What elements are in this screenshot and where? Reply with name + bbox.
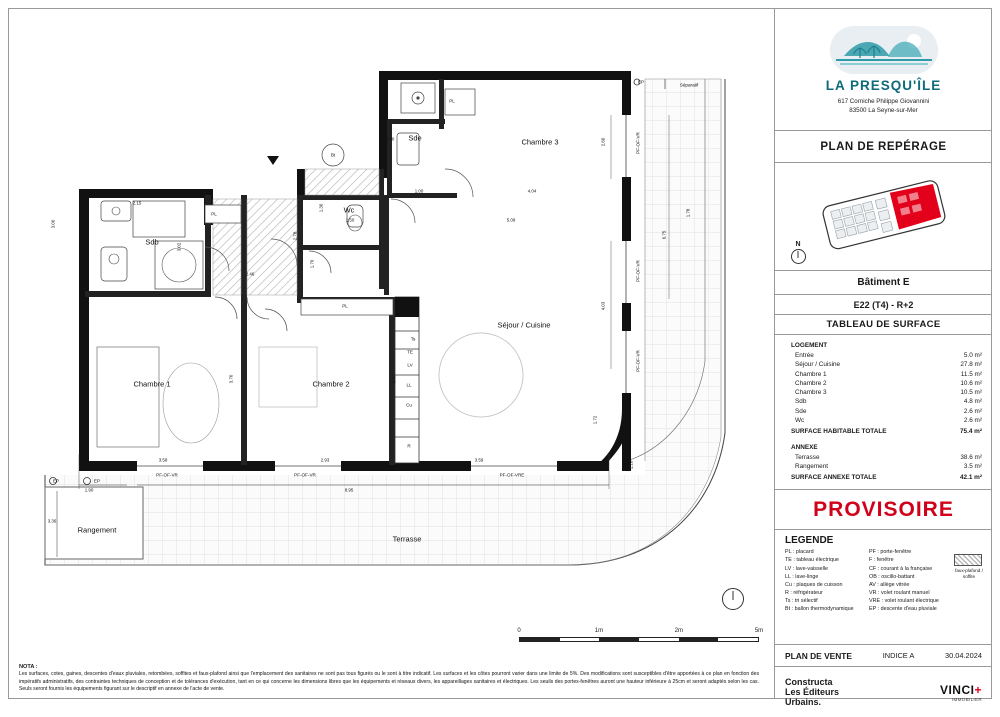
dimension-label: 1.00 [414, 188, 424, 194]
room-label: Sde [408, 133, 422, 143]
surface-row-logement [785, 360, 982, 369]
unit-label: E22 (T4) - R+2 [853, 299, 914, 310]
dimension-layer [9, 9, 775, 698]
plan-annotation: LL [406, 382, 412, 388]
scale-tick-label: 2m [674, 628, 683, 634]
nota-body: Les surfaces, cotes, gaines, descentes d'eaux pluviales, retombées, soffites et faux-plafond ainsi que l'emplacement des sanitaires ne sont pas tous figurés ou le sont à titre indicatif. Les surfaces et les côtes pourront varier dans une limite de 5%. Des modifications sont susceptibles d'être apportées à ce plan en fonction des impératifs administratifs, des contraintes techniques de conception et de tolérances d'exécution, tant en ce qui concerne les dimensions libres que les équipements et réseaux divers, les appareillages sanitaires et électriques. Les seuils des portes-fenêtres auront une hauteur inférieure à 25cm et seront adaptés selon les cas. Seuls seront fournis les équipements figurant sur le descriptif en annexe de l'acte de vente. [19, 671, 759, 693]
legend-item: VR : volet roulant manuel [869, 589, 930, 596]
surface-row-logement [785, 407, 982, 416]
presquile-logo-icon [830, 26, 938, 74]
surface-row-label: Chambre 1 [795, 370, 827, 378]
nota-title: NOTA : [19, 664, 38, 671]
provisional-stamp-block [775, 490, 992, 530]
dimension-label: 3.58 [158, 457, 168, 463]
dimension-label: 2.60 [600, 137, 606, 147]
floor-plan-area [9, 9, 775, 698]
legend-item: EP : descente d'eau pluviale [869, 606, 937, 613]
room-label: Rangement [77, 525, 117, 535]
surface-total-habitable-label: SURFACE HABITABLE TOTALE [791, 428, 887, 436]
scale-bar-segments [519, 637, 759, 642]
scale-bar [517, 628, 764, 642]
plan-annotation: PF-OF-VR [635, 260, 641, 282]
legend-item: TE : tableau électrique [785, 557, 839, 564]
sheet-title-block [775, 131, 992, 163]
surface-section-annexe: ANNEXE [791, 443, 818, 451]
project-name: LA PRESQU'ÎLE [825, 78, 942, 94]
dimension-label: 1.78 [685, 208, 691, 218]
surface-total-habitable-value: 75.4 m² [959, 428, 982, 436]
legend-item: LV : lave-vaisselle [785, 565, 829, 572]
surface-row-value: 27.8 m² [960, 361, 982, 369]
surface-row-value: 11.5 m² [960, 370, 982, 378]
surface-row-logement [785, 397, 982, 406]
surface-row-value: 38.6 m² [960, 453, 982, 461]
vinci-sublabel: IMMOBILIER [951, 696, 982, 702]
surface-row-value: 2.6 m² [963, 407, 982, 415]
legend-title: LEGENDE [785, 535, 834, 547]
surface-row-annexe [785, 453, 982, 462]
dimension-label: 4.03 [600, 301, 606, 311]
scale-tick-label: 5m [754, 628, 764, 634]
plan-vente-date: 30.04.2024 [944, 651, 982, 661]
surface-row-label: Wc [795, 416, 805, 424]
surface-row-logement [785, 388, 982, 397]
dimension-label: 3.36 [47, 518, 57, 524]
legend-item: R : réfrigérateur [785, 589, 823, 596]
building-locator-icon [783, 167, 983, 263]
surface-row-value: 10.6 m² [960, 379, 982, 387]
room-label: Terrasse [392, 534, 422, 544]
legend-column-2 [869, 548, 947, 613]
plan-annotation: EP [52, 478, 60, 484]
legend-item: PL : placard [785, 549, 814, 556]
surface-total-annexe-value: 42.1 m² [959, 474, 982, 482]
dimension-label: 0.90 [385, 136, 395, 142]
surface-row-logement [785, 370, 982, 379]
vinci-plus-icon: + [974, 682, 982, 697]
logo-block [775, 9, 992, 131]
plan-annotation: Bt [330, 152, 336, 158]
vinci-wordmark [940, 683, 982, 697]
plan-annotation: PF-OF-VRE [499, 472, 525, 478]
surface-row-value: 4.8 m² [963, 398, 982, 406]
dimension-label: 1.90 [84, 487, 94, 493]
dimension-label: 4.04 [527, 188, 537, 194]
scale-tick-label: 0 [517, 628, 521, 634]
constructa-logo [785, 677, 839, 707]
hatch-swatch-icon [954, 554, 982, 566]
surface-row-logement [785, 351, 982, 360]
legend-block [775, 530, 992, 645]
locator-map-block [775, 163, 992, 271]
provisional-stamp: PROVISOIRE [813, 497, 954, 521]
surface-row-label: Chambre 2 [795, 379, 827, 387]
room-label: Chambre 3 [521, 137, 559, 147]
surface-table-header [775, 315, 992, 335]
room-label: Chambre 2 [312, 379, 350, 389]
surface-section-logement: LOGEMENT [791, 342, 828, 349]
dimension-label: 5.09 [506, 217, 516, 223]
plan-sheet [8, 8, 992, 708]
dimension-label: 1.30 [318, 203, 324, 213]
legend-swatch-label: faux-plafond / soffite [955, 568, 983, 580]
side-panel [775, 9, 992, 708]
compass-dial-icon [722, 588, 744, 610]
surface-row-label: Chambre 3 [795, 389, 827, 397]
dimension-label: 2.93 [320, 457, 330, 463]
north-label: N [795, 241, 801, 248]
room-label: Wc [343, 205, 355, 215]
plan-annotation: PF-OF-VR [635, 132, 641, 154]
legend-column-1 [785, 548, 863, 613]
plan-annotation: EP [637, 79, 645, 85]
brands-block [775, 667, 992, 717]
plan-annotation: Cu [406, 402, 412, 408]
unit-block [775, 295, 992, 315]
sheet-title: PLAN DE REPÉRAGE [820, 140, 947, 153]
surface-row-label: Sde [795, 407, 807, 415]
legend-item: Cu : plaques de cuisson [785, 581, 843, 588]
surface-total-annexe [785, 473, 982, 482]
dimension-label: 3.02 [176, 242, 182, 252]
surface-row-logement [785, 379, 982, 388]
plan-annotation: PF-OF-VR [156, 472, 178, 478]
plan-annotation: PL [211, 211, 217, 217]
dimension-label: 1.72 [592, 415, 598, 425]
dimension-label: 3.47 [391, 374, 397, 384]
dimension-label: 3.00 [50, 219, 56, 229]
plan-annotation: PL [449, 98, 455, 104]
plan-annotation: TE [407, 349, 413, 355]
legend-item: AV : allège vitrée [869, 581, 910, 588]
constructa-label: Constructa [785, 677, 833, 688]
plan-annotation: PL [342, 303, 348, 309]
editeurs-label: Les Éditeurs [785, 687, 840, 698]
surface-total-habitable [785, 427, 982, 436]
surface-row-value: 10.5 m² [960, 389, 982, 397]
plan-annotation: Séparatif [679, 82, 699, 88]
north-arrow-plan [718, 588, 748, 610]
dimension-label: 2.78 [292, 231, 298, 241]
address-line-1: 617 Corniche Philippe Giovannini [837, 98, 930, 106]
room-label: Séjour / Cuisine [497, 320, 551, 330]
room-label: Sdb [145, 237, 159, 247]
surface-row-label: Terrasse [795, 453, 820, 461]
plan-vente-title: PLAN DE VENTE [785, 650, 853, 661]
dimension-label: 2.15 [132, 200, 142, 206]
dimension-label: 6.75 [661, 230, 667, 240]
urbains-label: Urbains. [785, 697, 822, 708]
scale-tick-label: 1m [594, 628, 604, 634]
legend-item: LL : lave-linge [785, 573, 819, 580]
legend-item: F : fenêtre [869, 557, 894, 564]
legend-swatch-block [954, 554, 984, 579]
plan-vente-indice: INDICE A [882, 651, 915, 661]
legend-item: Bt : ballon thermodynamique [785, 606, 854, 613]
north-arrow-locator [783, 241, 813, 264]
dimension-label: 3.59 [474, 457, 484, 463]
legend-item: VRE : volet roulant électrique [869, 598, 939, 605]
dimension-label: 3.70 [228, 374, 234, 384]
legend-item: OB : oscillo-battant [869, 573, 915, 580]
legend-item: Ts : tri sélectif [785, 598, 818, 605]
dimension-label: 1.50 [345, 217, 355, 223]
dimension-label: 8.95 [344, 487, 354, 493]
surface-row-value: 2.6 m² [963, 416, 982, 424]
building-label: Bâtiment E [857, 277, 910, 288]
surface-row-value: 5.0 m² [963, 352, 982, 359]
surface-row-label: Rangement [795, 462, 829, 470]
surface-row-label: Entrée [795, 352, 814, 359]
plan-annotation: LV [407, 362, 413, 368]
plan-annotation: Ts [410, 336, 416, 342]
surface-table-title: TABLEAU DE SURFACE [826, 319, 941, 330]
surface-row-label: Séjour / Cuisine [795, 361, 841, 369]
dimension-label: 1.70 [309, 259, 315, 269]
plan-annotation: PF-OF-VR [294, 472, 316, 478]
project-address [838, 98, 930, 115]
surface-row-label: Sdb [795, 398, 807, 406]
surface-table [775, 335, 992, 490]
building-block [775, 271, 992, 295]
surface-row-annexe [785, 462, 982, 471]
dimension-label: 1.16 [628, 460, 634, 470]
compass-dial-icon [791, 249, 806, 264]
legend-item: PF : porte-fenêtre [869, 549, 912, 556]
plan-annotation: R [407, 443, 411, 449]
room-label: Chambre 1 [133, 379, 171, 389]
dimension-label: 2.46 [245, 271, 255, 277]
vinci-label: VINCI [939, 682, 975, 697]
surface-row-value: 3.5 m² [963, 462, 982, 470]
surface-total-annexe-label: SURFACE ANNEXE TOTALE [791, 474, 877, 482]
surface-row-logement [785, 416, 982, 425]
plan-annotation: EP [93, 478, 101, 484]
nota-block [19, 664, 759, 694]
address-line-2: 83500 La Seyne-sur-Mer [849, 106, 918, 114]
plan-annotation: PF-OF-VR [635, 350, 641, 372]
plan-vente-block [775, 645, 992, 667]
legend-item: CF : courant à la française [869, 565, 933, 572]
vinci-logo [940, 683, 982, 702]
